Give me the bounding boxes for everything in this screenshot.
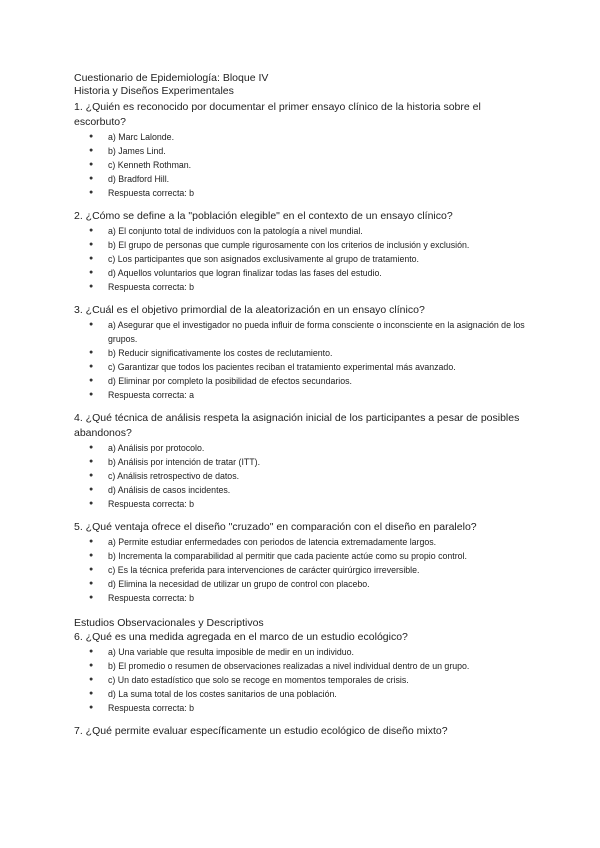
question-block-1 <box>74 100 534 605</box>
option-list <box>74 224 534 294</box>
question-block-2 <box>74 630 534 739</box>
option-item: ● a) Una variable que resulta imposible de medir en un individuo. <box>74 645 534 659</box>
option-item: ● b) El promedio o resumen de observaciones realizadas a nivel individual dentro de un grupo. <box>74 659 534 673</box>
option-item: ● a) Marc Lalonde. <box>74 130 534 144</box>
answer-key: ● Respuesta correcta: b <box>74 280 534 294</box>
question-item <box>74 520 534 605</box>
document-title: Cuestionario de Epidemiología: Bloque IV <box>74 72 269 84</box>
answer-key: ● Respuesta correcta: a <box>74 388 534 402</box>
option-list <box>74 130 534 200</box>
option-item: ● a) El conjunto total de individuos con la patología a nivel mundial. <box>74 224 534 238</box>
answer-key: ● Respuesta correcta: b <box>74 497 534 511</box>
question-text: 7. ¿Qué permite evaluar específicamente un estudio ecológico de diseño mixto? <box>74 725 448 737</box>
section-heading: Estudios Observacionales y Descriptivos <box>74 617 264 629</box>
document-page <box>74 72 534 739</box>
answer-key: ● Respuesta correcta: b <box>74 701 534 715</box>
option-item: ● d) Bradford Hill. <box>74 172 534 186</box>
option-item: ● c) Kenneth Rothman. <box>74 158 534 172</box>
question-item <box>74 630 534 715</box>
option-item: ● c) Análisis retrospectivo de datos. <box>74 469 534 483</box>
option-item: ● c) Un dato estadístico que solo se recoge en momentos temporales de crisis. <box>74 673 534 687</box>
question-text: 3. ¿Cuál es el objetivo primordial de la aleatorización en un ensayo clínico? <box>74 304 425 316</box>
section-heading: Historia y Diseños Experimentales <box>74 85 234 97</box>
option-item: ● b) Reducir significativamente los costes de reclutamiento. <box>74 346 534 360</box>
option-item: ● d) Análisis de casos incidentes. <box>74 483 534 497</box>
question-text: 6. ¿Qué es una medida agregada en el marco de un estudio ecológico? <box>74 631 408 643</box>
question-text: 1. ¿Quién es reconocido por documentar el primer ensayo clínico de la historia sobre el escorbuto? <box>74 101 481 128</box>
option-item: ● d) Eliminar por completo la posibilidad de efectos secundarios. <box>74 374 534 388</box>
answer-key: ● Respuesta correcta: b <box>74 186 534 200</box>
answer-key: ● Respuesta correcta: b <box>74 591 534 605</box>
question-item <box>74 100 534 200</box>
option-item: ● b) Incrementa la comparabilidad al permitir que cada paciente actúe como su propio control. <box>74 549 534 563</box>
option-list <box>74 441 534 511</box>
question-item <box>74 411 534 511</box>
question-item <box>74 724 534 739</box>
option-item: ● a) Permite estudiar enfermedades con periodos de latencia extremadamente largos. <box>74 535 534 549</box>
option-list <box>74 645 534 715</box>
option-item: ● b) El grupo de personas que cumple rigurosamente con los criterios de inclusión y exclusión. <box>74 238 534 252</box>
option-item: ● a) Análisis por protocolo. <box>74 441 534 455</box>
option-item: ● c) Garantizar que todos los pacientes reciban el tratamiento experimental más avanzado. <box>74 360 534 374</box>
option-list <box>74 535 534 605</box>
question-item <box>74 303 534 402</box>
question-text: 2. ¿Cómo se define a la "población elegible" en el contexto de un ensayo clínico? <box>74 210 453 222</box>
question-text: 4. ¿Qué técnica de análisis respeta la asignación inicial de los participantes a pesar de posibles abandonos? <box>74 412 520 439</box>
option-item: ● d) Aquellos voluntarios que logran finalizar todas las fases del estudio. <box>74 266 534 280</box>
option-item: ● c) Los participantes que son asignados exclusivamente al grupo de tratamiento. <box>74 252 534 266</box>
option-item: ● b) James Lind. <box>74 144 534 158</box>
option-item: ● c) Es la técnica preferida para intervenciones de carácter quirúrgico irreversible. <box>74 563 534 577</box>
option-item: ● d) Elimina la necesidad de utilizar un grupo de control con placebo. <box>74 577 534 591</box>
question-item <box>74 209 534 294</box>
option-item: ● d) La suma total de los costes sanitarios de una población. <box>74 687 534 701</box>
question-text: 5. ¿Qué ventaja ofrece el diseño "cruzado" en comparación con el diseño en paralelo? <box>74 521 477 533</box>
option-item: ● a) Asegurar que el investigador no pueda influir de forma consciente o inconsciente en la asignación de los grupos. <box>74 318 534 346</box>
option-list <box>74 318 534 402</box>
option-item: ● b) Análisis por intención de tratar (ITT). <box>74 455 534 469</box>
